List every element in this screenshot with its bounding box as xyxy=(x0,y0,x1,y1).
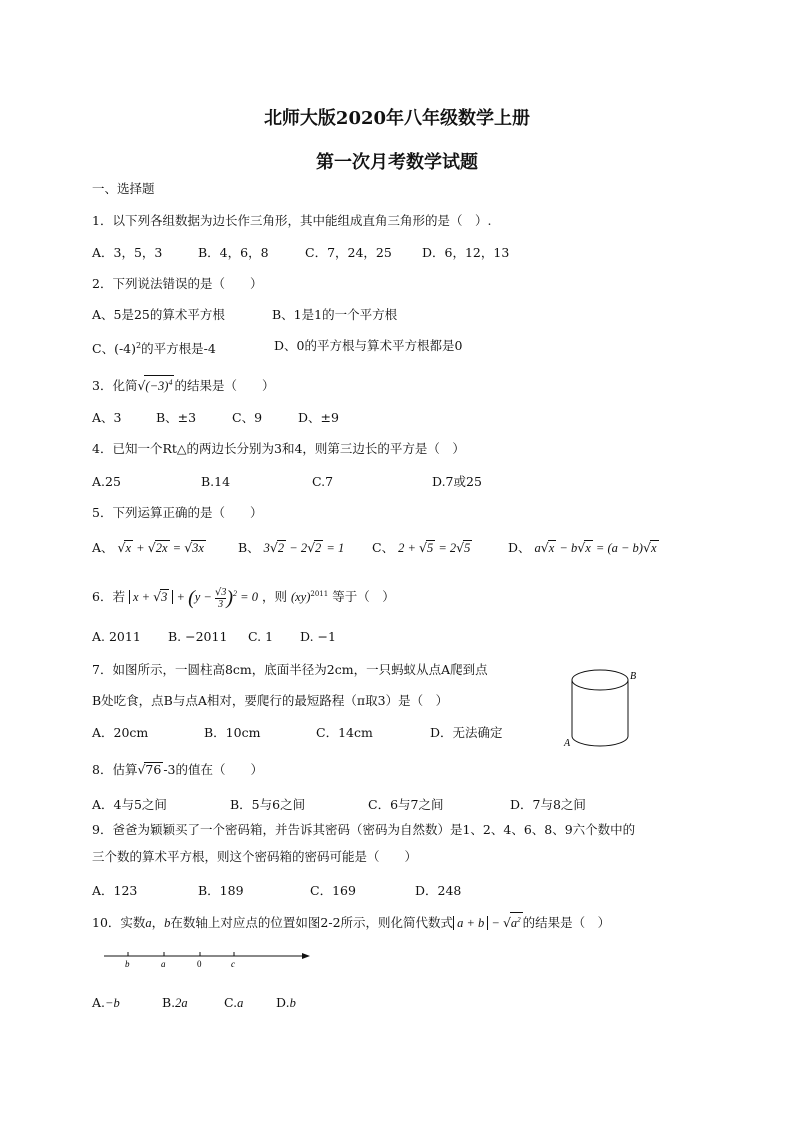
q2-option-c xyxy=(92,338,216,357)
q10-option-d xyxy=(276,995,296,1011)
q5-option-c xyxy=(372,540,472,556)
q5-option-b-formula: 3√2 − 2√2 = 1 xyxy=(263,540,345,555)
page-subtitle: 第一次月考数学试题 xyxy=(316,152,478,173)
q5-option-d-formula: a√x − b√x = (a − b)√x xyxy=(534,540,657,555)
q10-number-line xyxy=(100,946,316,970)
q9-option-b: B．189 xyxy=(198,883,244,898)
q7-label-a: A xyxy=(564,738,571,749)
q10-stem-post: 的结果是（ ） xyxy=(522,915,611,931)
q5-option-b-label: B、 xyxy=(238,540,260,555)
q6-power: 2011 xyxy=(310,590,329,598)
q8-option-b: B．5与6之间 xyxy=(230,797,306,812)
q5-option-d-label: D、 xyxy=(508,540,531,555)
q10-option-a xyxy=(92,995,120,1011)
q7-option-b: B．10cm xyxy=(204,725,261,740)
q10-option-a-value: −b xyxy=(105,996,120,1010)
page-title: 北师大版2020年八年级数学上册 xyxy=(263,108,531,129)
q1-option-d: D．6，12，13 xyxy=(422,245,510,260)
q7-label-b: B xyxy=(630,671,637,682)
q10-option-c-label: C. xyxy=(224,995,238,1010)
q8-radicand: 76 xyxy=(145,762,162,777)
q2-option-d: D、0的平方根与算术平方根都是0 xyxy=(274,338,463,353)
q8-stem xyxy=(92,762,263,778)
q3-option-d: D、±9 xyxy=(298,410,339,425)
q4-option-a: A.25 xyxy=(92,474,121,489)
q3-option-a: A、3 xyxy=(92,410,122,425)
q3-radicand xyxy=(144,375,174,393)
q3-option-c: C、9 xyxy=(232,410,263,425)
q10-option-d-label: D. xyxy=(276,995,290,1010)
q6-option-d: D. −1 xyxy=(300,629,336,644)
q10-var-a: a xyxy=(145,916,152,931)
q5-stem: 5．下列运算正确的是（ ） xyxy=(92,505,263,520)
q6-stem-pre: 6．若 xyxy=(92,589,125,605)
q8-radical-sign: √ xyxy=(137,762,146,777)
q6-option-b: B. −2011 xyxy=(168,629,228,644)
section-heading: 一、选择题 xyxy=(92,181,155,196)
q8-option-d: D．7与8之间 xyxy=(510,797,586,812)
q10-var-b: b xyxy=(164,916,171,931)
q6-power-base: (xy) xyxy=(290,590,311,605)
q6-stem xyxy=(92,586,395,610)
q6-option-c: C. 1 xyxy=(248,629,274,644)
q2-option-c-sup: 2 xyxy=(136,341,142,350)
q5-option-a-formula: √x + √2x = √3x xyxy=(117,540,204,555)
q5-option-a xyxy=(92,540,206,556)
q4-stem: 4．已知一个Rt△的两边长分别为3和4，则第三边长的平方是（ ） xyxy=(92,441,465,456)
q7-option-c: C．14cm xyxy=(316,725,373,740)
q9-line1: 9．爸爸为颖颖买了一个密码箱，并告诉其密码（密码为自然数）是1、2、4、6、8、9六个数中的 xyxy=(92,822,636,837)
q8-option-a: A．4与5之间 xyxy=(92,797,167,812)
q10-formula: $a + b - √a^2$ xyxy=(453,916,523,930)
q9-option-c: C．169 xyxy=(310,883,356,898)
q10-option-b-label: B. xyxy=(162,995,176,1010)
q10-option-b-value: 2a xyxy=(175,996,188,1010)
q2-option-b: B、1是1的一个平方根 xyxy=(272,307,398,322)
q4-option-d: D.7或25 xyxy=(432,474,482,489)
q2-option-c-post: 的平方根是-4 xyxy=(141,341,216,357)
q9-option-d: D．248 xyxy=(415,883,462,898)
q10-option-b xyxy=(162,995,188,1011)
q3-stem xyxy=(92,375,274,394)
q7-line2: B处吃食，点B与点A相对，要爬行的最短路程（π取3）是（ ） xyxy=(92,693,449,708)
q6-stem-post: 等于（ ） xyxy=(332,589,395,605)
q8-stem-pre: 8．估算 xyxy=(92,762,138,777)
q5-option-a-label: A、 xyxy=(92,540,114,555)
q3-option-b: B、±3 xyxy=(156,410,197,425)
q7-cylinder-figure xyxy=(560,664,644,752)
q2-stem: 2．下列说法错误的是（ ） xyxy=(92,276,263,291)
q1-option-b: B．4，6，8 xyxy=(198,245,269,260)
axis-label-a: a xyxy=(161,959,166,969)
q10-stem-pre: 10．实数 xyxy=(92,915,146,931)
q3-radical-sign: √ xyxy=(137,378,146,394)
q7-option-a: A．20cm xyxy=(92,725,149,740)
axis-label-zero: 0 xyxy=(197,959,202,969)
q1-stem: 1．以下列各组数据为边长作三角形，其中能组成直角三角形的是（ ）. xyxy=(92,213,492,228)
q4-option-b: B.14 xyxy=(201,474,231,489)
q10-option-a-label: A. xyxy=(92,995,106,1010)
q8-option-c: C．6与7之间 xyxy=(368,797,444,812)
q5-option-c-formula: 2 + √5 = 2√5 xyxy=(398,540,471,555)
q3-stem-post: 的结果是（ ） xyxy=(174,378,275,394)
q5-option-c-label: C、 xyxy=(372,540,395,555)
q6-option-a: A. 2011 xyxy=(92,629,141,644)
q5-option-d xyxy=(508,540,659,556)
q1-option-c: C．7，24，25 xyxy=(305,245,392,260)
q7-option-d: D．无法确定 xyxy=(430,725,503,740)
q3-exponent: 4 xyxy=(168,378,173,387)
q6-stem-mid: ，则 xyxy=(261,589,287,605)
q6-formula: x + √3 + (y − $\frac{√3}{3}$ )$^2$ = 0 xyxy=(129,590,258,604)
q9-option-a: A．123 xyxy=(92,883,138,898)
axis-label-c: c xyxy=(231,959,235,969)
q9-line2: 三个数的算术平方根，则这个密码箱的密码可能是（ ） xyxy=(92,849,418,864)
q10-option-d-value: b xyxy=(289,996,296,1010)
axis-label-b: b xyxy=(125,959,130,969)
q4-option-c: C.7 xyxy=(312,474,334,489)
q10-option-c xyxy=(224,995,243,1011)
q10-stem-mid: 在数轴上对应点的位置如图2-2所示，则化简代数式 xyxy=(170,915,454,931)
q1-option-a: A．3，5，3 xyxy=(92,245,163,260)
q10-option-c-value: a xyxy=(237,996,244,1010)
q10-stem: 10．实数a，b在数轴上对应点的位置如图2-2所示，则化简代数式 $a + b - √a^2$ 的结果是（ ） xyxy=(92,912,610,931)
q5-option-b xyxy=(238,540,344,556)
q2-option-a: A、5是25的算术平方根 xyxy=(92,307,225,322)
q8-stem-post: -3的值在（ ） xyxy=(163,762,264,777)
q7-line1: 7．如图所示，一圆柱高8cm，底面半径为2cm，一只蚂蚁从点A爬到点 xyxy=(92,662,488,677)
q3-stem-pre: 3．化简 xyxy=(92,378,138,394)
q2-option-c-pre: C、(-4) xyxy=(92,341,136,357)
q3-radicand-base: (−3) xyxy=(145,379,169,394)
